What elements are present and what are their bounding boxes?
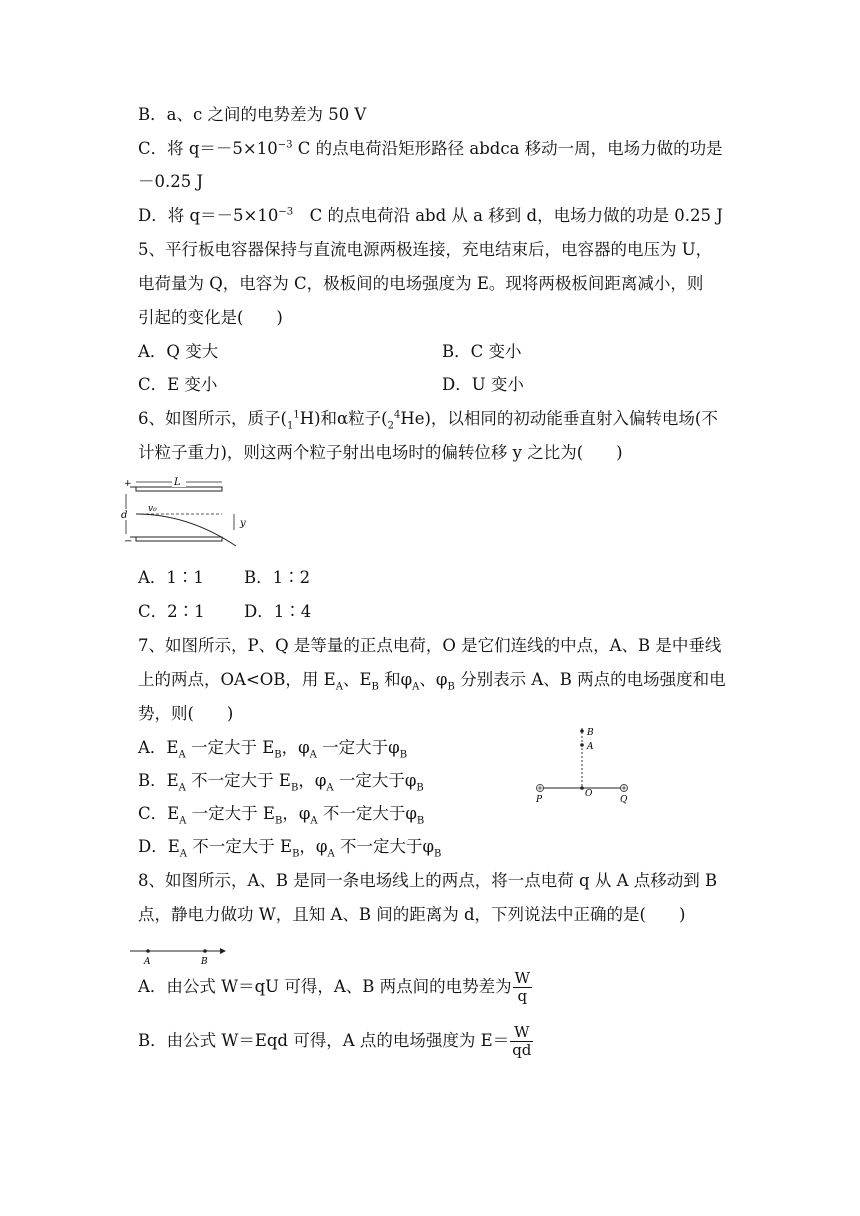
point-a-label: A	[587, 742, 594, 752]
charge-p-label: P	[536, 795, 543, 805]
q5-stem-line1: 5、平行板电容器保持与直流电源两极连接，充电结束后，电容器的电压为 U，	[138, 240, 713, 259]
q7-option-d: D．$E_A$ 不一定大于 $E_B$，$\varphi_A$ 不一定大于$\varphi_B$	[138, 837, 442, 860]
bottom-plate	[136, 537, 222, 541]
q6-stem-line2: 计粒子重力)，则这两个粒子射出电场时的偏转位移 y 之比为( )	[138, 443, 623, 462]
q8-option-a: A．由公式 W＝qU 可得，A、B 两点间的电势差为 $\frac{W}{q}$	[138, 969, 531, 1005]
q4-option-b: B．a、c 之间的电势差为 50 V	[138, 105, 367, 124]
point-a	[580, 743, 584, 747]
q6-option-a: A．1∶1	[138, 568, 204, 587]
gap-label: d	[121, 510, 128, 521]
q6-stem-line1: 6、如图所示，质子$(_1^1H)$和α粒子$(_2^4He)$，以相同的初动能垂直射入偏转电场(不	[138, 409, 718, 432]
charge-q	[621, 785, 628, 792]
q8-stem-line1: 8、如图所示，A、B 是同一条电场线上的两点，将一点电荷 q 从 A 点移动到 B	[138, 871, 718, 890]
point-a	[146, 949, 150, 953]
q8-stem-line2: 点，静电力做功 W，且知 A、B 间的距离为 d，下列说法中正确的是( )	[138, 905, 686, 924]
field-arrow	[220, 948, 226, 954]
length-label: L	[174, 477, 181, 488]
q7-stem-line1: 7、如图所示，P、Q 是等量的正点电荷，O 是它们连线的中点，A、B 是中垂线	[138, 636, 722, 655]
midpoint-o-label: O	[585, 789, 593, 799]
q5-option-b: B．C 变小	[442, 342, 522, 361]
q7-option-b: B．$E_A$ 不一定大于 $E_B$，$\varphi_A$ 一定大于$\varphi_B$	[138, 771, 424, 794]
fraction-w-over-qd: $\frac{W}{qd}$	[512, 1023, 532, 1059]
deflection-field-diagram	[118, 476, 248, 548]
charge-p	[537, 785, 544, 792]
minus-sign: −	[124, 536, 133, 547]
initial-velocity-label: v₀	[148, 504, 157, 514]
q7-option-c: C．$E_A$ 一定大于 $E_B$，$\varphi_A$ 不一定大于$\varphi_B$	[138, 804, 425, 827]
midpoint-o	[580, 786, 584, 790]
field-line-diagram	[130, 944, 230, 966]
q4-option-c: C．将 $q=-5\times 10^{-3}$ C 的点电荷沿矩形路径 abdca 移动一周，电场力做的功是	[138, 139, 723, 158]
q5-stem-line2: 电荷量为 Q，电容为 C，极板间的电场强度为 E。现将两极板间距离减小，则	[138, 274, 704, 293]
charge-q-label: Q	[620, 795, 628, 805]
q5-option-c: C．E 变小	[138, 375, 218, 394]
point-b	[580, 729, 584, 733]
q5-stem-line3: 引起的变化是( )	[138, 308, 283, 327]
point-charges-diagram	[530, 722, 640, 806]
point-b-label: B	[201, 957, 208, 967]
q4-option-d: D．将 $q=-5\times 10^{-3}$ C 的点电荷沿 abd 从 a 移到 d，电场力做的功是 0.25 J	[138, 206, 723, 225]
q6-option-b: B．1∶2	[244, 568, 311, 587]
q6-option-d: D．1∶4	[244, 602, 312, 621]
q4-option-c-continued: －0.25 J	[138, 172, 204, 191]
point-b-label: B	[587, 728, 594, 738]
displacement-label: y	[240, 518, 246, 529]
point-a-label: A	[144, 957, 151, 967]
q7-stem-line3: 势，则( )	[138, 704, 234, 723]
q5-option-d: D．U 变小	[442, 375, 524, 394]
q5-option-a: A．Q 变大	[138, 342, 219, 361]
q8-option-b: B．由公式 W＝Eqd 可得，A 点的电场强度为 E＝ $\frac{W}{qd}$	[138, 1023, 532, 1059]
q6-option-c: C．2∶1	[138, 602, 205, 621]
q7-stem-line2: 上的两点，OA<OB，用 $E_A$、$E_B$ 和$\varphi_A$、$\varphi_B$ 分别表示 A、B 两点的电场强度和电	[138, 670, 726, 693]
q7-option-a: A．$E_A$ 一定大于 $E_B$，$\varphi_A$ 一定大于$\varphi_B$	[138, 738, 408, 761]
plus-sign: +	[124, 479, 132, 489]
point-b	[203, 949, 207, 953]
fraction-w-over-q: $\frac{W}{q}$	[514, 969, 531, 1005]
